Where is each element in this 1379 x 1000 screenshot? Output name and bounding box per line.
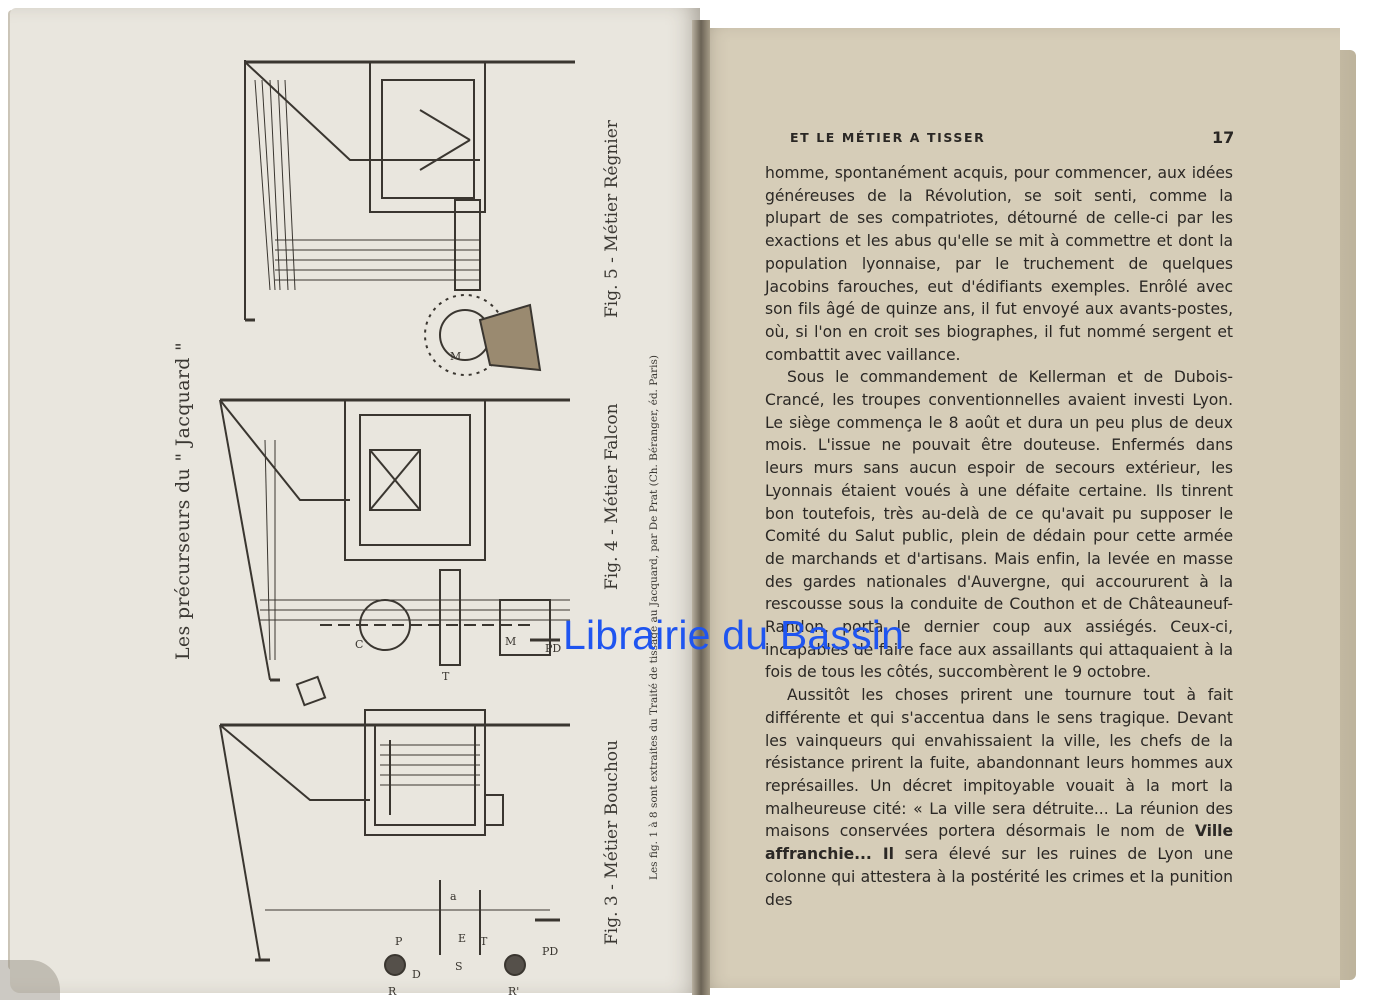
label-a: a	[450, 890, 457, 903]
label-pd-fig3: PD	[542, 945, 559, 958]
watermark: Librairie du Bassin	[563, 612, 905, 658]
book-gutter	[692, 20, 710, 995]
label-pd-fig4: PD	[545, 642, 562, 655]
fig5-caption: Fig. 5 - Métier Régnier	[602, 120, 622, 318]
paragraph-3-start: Aussitôt les choses prirent une tournure tout à fait différente et qui s'accentua dans le sens tragique. Devant les vainqueurs qui envahissaient la ville, les chefs de la résistance prirent la fuite, abandonnant leurs hommes aux représailles. Un décret impitoyable vouait à la mort la malheureuse cité: « La ville sera détruite... La réunion des maisons conservées portera désormais le nom de	[765, 686, 1233, 841]
left-page-title: Les précurseurs du " Jacquard "	[172, 341, 194, 660]
label-r-prime: R'	[508, 985, 520, 998]
label-m-fig5: M	[450, 350, 462, 363]
paragraph-3	[765, 684, 1233, 911]
label-t-fig4: T	[442, 670, 450, 683]
fig4-caption: Fig. 4 - Métier Falcon	[602, 403, 622, 590]
fig4-drawing	[220, 400, 570, 705]
label-d: D	[412, 968, 421, 981]
page-number: 17	[1212, 128, 1235, 147]
label-t-fig3: T	[480, 935, 488, 948]
label-c: C	[355, 638, 364, 651]
paragraph-2: Sous le commandement de Kellerman et de Dubois-Crancé, les troupes conventionnelles avaient investi Lyon. Le siège commença le 8 août et dura un peu plus de deux mois. L'issue ne pouvait être douteuse. Enfermés dans leurs murs sans aucun espoir de secours extérieur, les Lyonnais étaient voués à une défaite certaine. Ils tinrent bon toutefois, très au-delà de ce qu'avait pu supposer le Comité du Salut public, plein de dédain pour cette armée de marchands et d'artisans. Mais enfin, la levée en masse des gardes nationales d'Auvergne, qui accoururent à la rescousse sous la conduite de Couthon et de Châteauneuf-Randon, porta le dernier coup aux assiégés. Ceux-ci, incapables de faire face aux assaillants qui attaquaient à la fois de tous les côtés, succombèrent le 9 octobre.	[765, 368, 1233, 682]
paragraph-3-bold: Ville affranchie... Il	[765, 822, 1233, 864]
figure-credit: Les fig. 1 à 8 sont extraites du Traité de tissage au Jacquard, par De Prat (Ch. Béranger, éd. Paris)	[648, 355, 660, 880]
label-r: R	[388, 985, 397, 998]
paragraph-3-end: sera élevé sur les ruines de Lyon une colonne qui attestera à la postérité les crimes et la punition des	[765, 845, 1233, 909]
label-s: S	[455, 960, 463, 973]
paragraph-1: homme, spontanément acquis, pour commencer, aux idées généreuses de la Révolution, se soit senti, comme la plupart de ses compatriotes, détourné de celle-ci par les exactions et les abus qu'elle se mit à commettre et dont la population lyonnaise, par le truchement de quelques Jacobins farouches, eut d'édifiants exemples. Enrôlé avec son fils âgé de quinze ans, il fut envoyé aux avants-postes, où, si l'on en croit ses biographes, il fut nommé sergent et combattit avec vaillance.	[765, 164, 1233, 364]
label-m-fig4: M	[505, 635, 517, 648]
running-title: ET LE MÉTIER A TISSER	[790, 130, 986, 145]
body-text	[765, 162, 1233, 911]
fig3-caption: Fig. 3 - Métier Bouchou	[602, 740, 622, 945]
label-e: E	[458, 932, 467, 945]
loom-diagrams	[150, 40, 570, 998]
label-p: P	[395, 935, 403, 948]
fig5-drawing	[245, 60, 575, 375]
